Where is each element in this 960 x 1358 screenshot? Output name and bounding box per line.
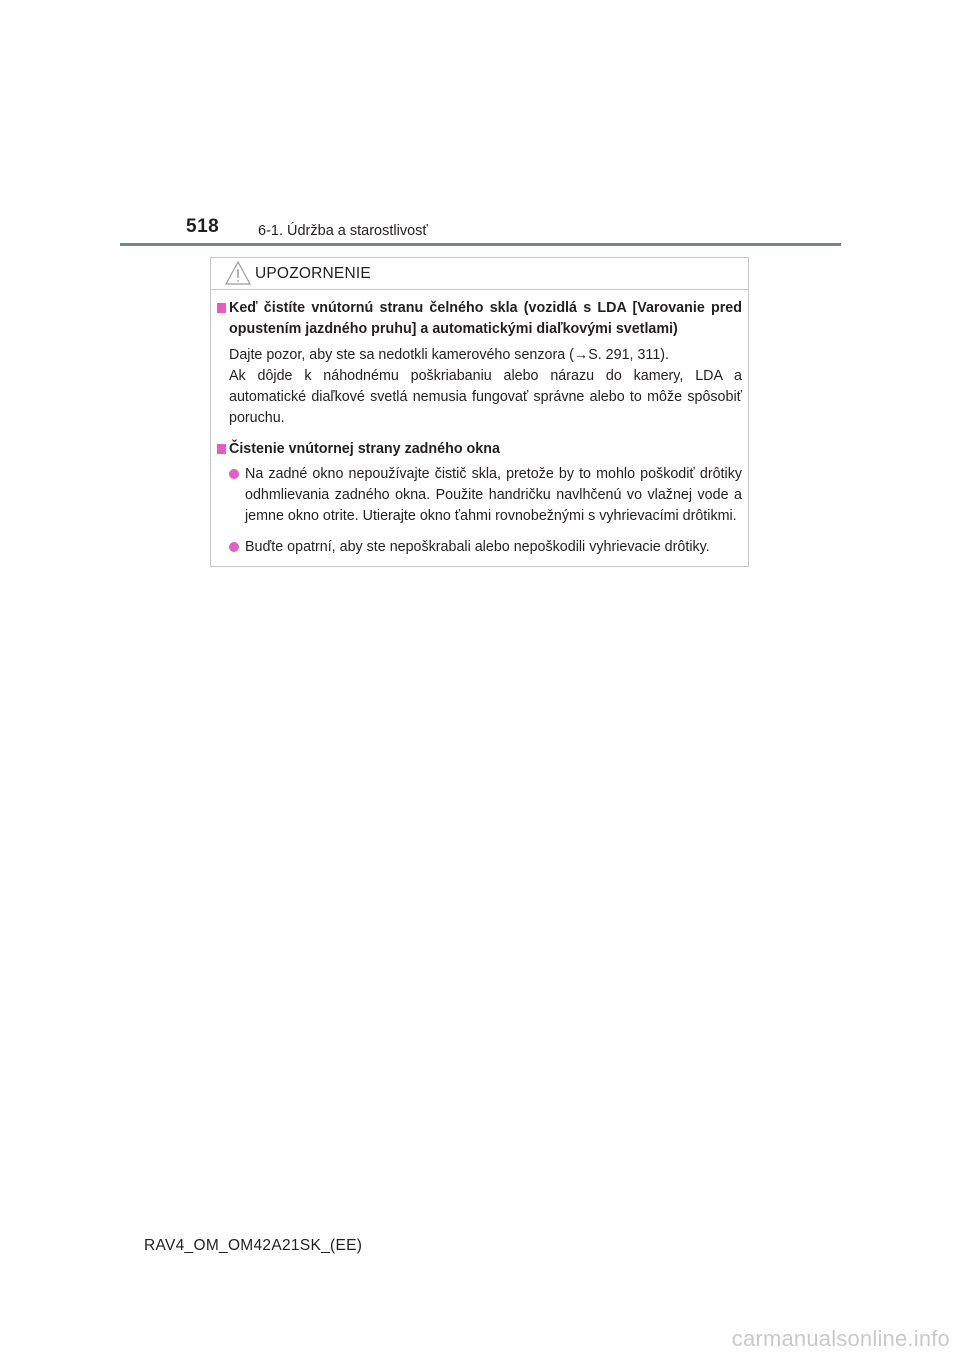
warning-header: [211, 258, 748, 290]
round-bullet-icon: [229, 469, 239, 479]
warning-triangle-icon: [225, 261, 251, 285]
section-title: 6-1. Údržba a starostlivosť: [258, 223, 428, 239]
bullet-item: [229, 464, 742, 527]
bullet-text: Na zadné okno nepoužívajte čistič skla, pretože by to mohlo poškodiť drôtiky odhmlievania zadného okna. Použite handričku navlhčenú vo vlažnej vode a jemne okno otrite. Utierajte okno ťahmi rovnobežnými s vyhrievacími drôtikmi.: [245, 466, 742, 524]
page-number: 518: [186, 216, 220, 237]
topic-rear-window: [211, 439, 748, 558]
damage-warning-text: Ak dôjde k náhodnému poškriabaniu alebo nárazu do kamery, LDA a automatické diaľkové svetlá nemusia fungovať správne alebo to môže spôsobiť poruchu.: [229, 368, 742, 426]
round-bullet-icon: [229, 542, 239, 552]
topic-text: [229, 345, 742, 429]
warning-box: [210, 257, 749, 567]
bullet-text: Buďte opatrní, aby ste nepoškrabali alebo nepoškodili vyhrievacie drôtiky.: [245, 539, 710, 555]
bullet-item: [229, 537, 742, 558]
page-reference: S. 291, 311).: [588, 347, 670, 363]
topic-windshield: [211, 298, 748, 429]
topic-title: Čistenie vnútornej strany zadného okna: [229, 441, 500, 457]
camera-sensor-text: Dajte pozor, aby ste sa nedotkli kamerového senzora (: [229, 347, 574, 363]
arrow-icon: →: [573, 347, 589, 363]
topic-title: Keď čistíte vnútornú stranu čelného skla (vozidlá s LDA [Varovanie pred opustením jazdného pruhu] a automatickými diaľkovými svetlami): [229, 300, 742, 337]
warning-label: UPOZORNENIE: [255, 265, 371, 282]
warning-body: [211, 298, 748, 558]
square-bullet-icon: [217, 444, 226, 454]
header-rule: [120, 243, 841, 246]
square-bullet-icon: [217, 303, 226, 313]
watermark: carmanualsonline.info: [731, 1326, 950, 1351]
footer-code: RAV4_OM_OM42A21SK_(EE): [144, 1237, 363, 1254]
topic-text-line: [229, 345, 742, 366]
